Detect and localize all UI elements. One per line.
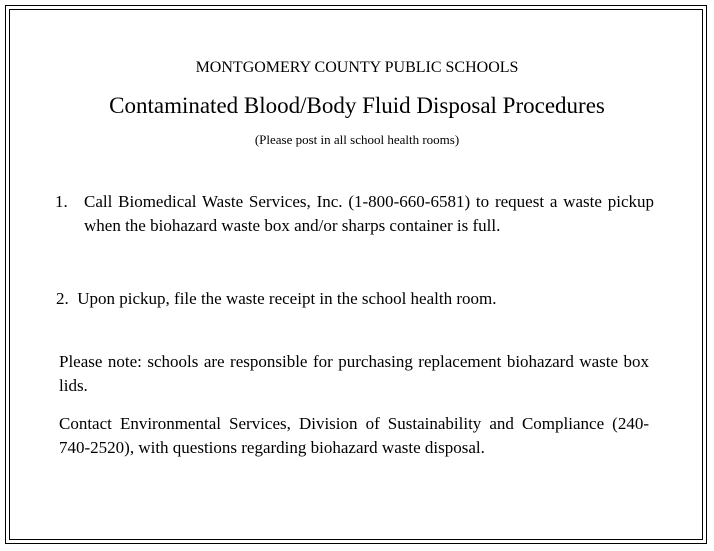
step-number: 2.: [56, 289, 69, 308]
inner-border: [9, 9, 703, 540]
note-paragraph-contact: Contact Environmental Services, Division of Sustainability and Compliance (240-740-2520), with questions regarding biohazard waste disposal.: [59, 414, 649, 457]
page-title: Contaminated Blood/Body Fluid Disposal Procedures: [109, 93, 605, 118]
step-item-2: [56, 287, 656, 311]
posting-note: (Please post in all school health rooms): [254, 132, 460, 147]
note-paragraph-lids: Please note: schools are responsible for purchasing replacement biohazard waste box lids.: [59, 352, 649, 395]
step-text: Call Biomedical Waste Services, Inc. (1-800-660-6581) to request a waste pickup when the biohazard waste box and/or sharps container is full.: [84, 192, 654, 235]
step-text: Upon pickup, file the waste receipt in the school health room.: [77, 289, 497, 308]
organization-name: MONTGOMERY COUNTY PUBLIC SCHOOLS: [195, 59, 519, 76]
step-number: 1.: [55, 192, 68, 211]
